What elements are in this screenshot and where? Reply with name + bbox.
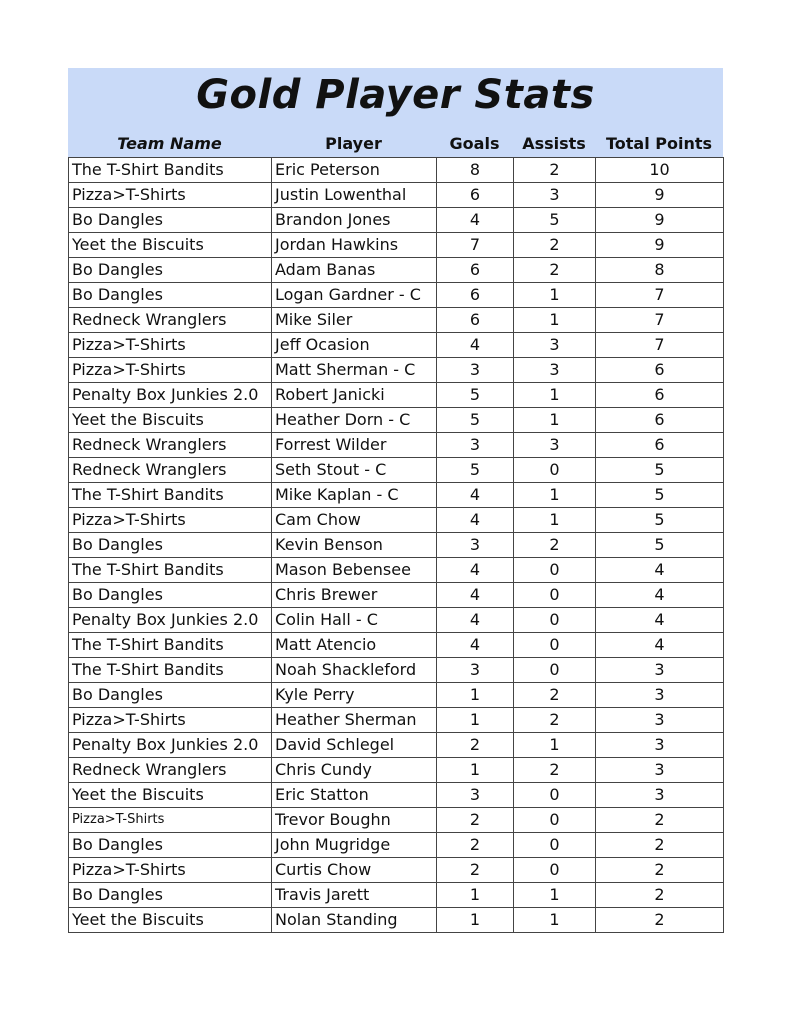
cell-goals: 6 xyxy=(437,283,514,308)
cell-player: Kevin Benson xyxy=(272,533,437,558)
column-header-total-points: Total Points xyxy=(605,134,713,153)
cell-assists: 0 xyxy=(514,783,596,808)
table-row xyxy=(69,683,724,708)
cell-player: Mason Bebensee xyxy=(272,558,437,583)
cell-team: Yeet the Biscuits xyxy=(69,408,272,433)
table-row xyxy=(69,458,724,483)
cell-player: Jeff Ocasion xyxy=(272,333,437,358)
cell-total-points: 5 xyxy=(596,533,724,558)
cell-assists: 1 xyxy=(514,483,596,508)
table-row xyxy=(69,908,724,933)
table-row xyxy=(69,308,724,333)
cell-player: Adam Banas xyxy=(272,258,437,283)
cell-assists: 2 xyxy=(514,708,596,733)
cell-goals: 3 xyxy=(437,358,514,383)
table-row xyxy=(69,758,724,783)
cell-total-points: 9 xyxy=(596,183,724,208)
cell-total-points: 9 xyxy=(596,208,724,233)
cell-total-points: 6 xyxy=(596,408,724,433)
cell-team: The T-Shirt Bandits xyxy=(69,158,272,183)
cell-team: Yeet the Biscuits xyxy=(69,783,272,808)
cell-goals: 2 xyxy=(437,858,514,883)
table-row xyxy=(69,783,724,808)
cell-player: Heather Dorn - C xyxy=(272,408,437,433)
cell-total-points: 4 xyxy=(596,633,724,658)
cell-goals: 4 xyxy=(437,508,514,533)
cell-team: Redneck Wranglers xyxy=(69,458,272,483)
cell-goals: 7 xyxy=(437,233,514,258)
cell-total-points: 7 xyxy=(596,283,724,308)
cell-assists: 1 xyxy=(514,308,596,333)
table-row xyxy=(69,158,724,183)
cell-total-points: 4 xyxy=(596,558,724,583)
cell-team: Redneck Wranglers xyxy=(69,433,272,458)
cell-player: Brandon Jones xyxy=(272,208,437,233)
player-stats-table xyxy=(68,157,724,933)
cell-total-points: 2 xyxy=(596,808,724,833)
cell-player: Chris Brewer xyxy=(272,583,437,608)
table-row xyxy=(69,583,724,608)
cell-player: Chris Cundy xyxy=(272,758,437,783)
cell-total-points: 2 xyxy=(596,833,724,858)
cell-goals: 3 xyxy=(437,658,514,683)
cell-goals: 3 xyxy=(437,533,514,558)
cell-goals: 1 xyxy=(437,708,514,733)
cell-goals: 5 xyxy=(437,458,514,483)
cell-player: Robert Janicki xyxy=(272,383,437,408)
cell-assists: 0 xyxy=(514,583,596,608)
cell-total-points: 4 xyxy=(596,583,724,608)
cell-goals: 4 xyxy=(437,483,514,508)
table-row xyxy=(69,208,724,233)
cell-assists: 0 xyxy=(514,458,596,483)
cell-assists: 2 xyxy=(514,533,596,558)
cell-player: John Mugridge xyxy=(272,833,437,858)
table-row xyxy=(69,383,724,408)
table-row xyxy=(69,533,724,558)
cell-goals: 4 xyxy=(437,333,514,358)
cell-assists: 1 xyxy=(514,283,596,308)
cell-assists: 1 xyxy=(514,508,596,533)
cell-total-points: 2 xyxy=(596,908,724,933)
cell-assists: 1 xyxy=(514,383,596,408)
cell-goals: 1 xyxy=(437,758,514,783)
cell-goals: 1 xyxy=(437,908,514,933)
cell-assists: 1 xyxy=(514,408,596,433)
cell-assists: 1 xyxy=(514,908,596,933)
cell-total-points: 4 xyxy=(596,608,724,633)
table-row xyxy=(69,183,724,208)
cell-player: Kyle Perry xyxy=(272,683,437,708)
cell-team: Pizza>T-Shirts xyxy=(69,708,272,733)
cell-player: Eric Statton xyxy=(272,783,437,808)
cell-goals: 1 xyxy=(437,683,514,708)
cell-assists: 0 xyxy=(514,858,596,883)
table-row xyxy=(69,233,724,258)
cell-goals: 6 xyxy=(437,258,514,283)
cell-goals: 5 xyxy=(437,383,514,408)
cell-team: Penalty Box Junkies 2.0 xyxy=(69,383,272,408)
cell-team: Redneck Wranglers xyxy=(69,308,272,333)
cell-team: Pizza>T-Shirts xyxy=(69,183,272,208)
cell-player: Cam Chow xyxy=(272,508,437,533)
cell-goals: 4 xyxy=(437,608,514,633)
cell-total-points: 9 xyxy=(596,233,724,258)
cell-assists: 3 xyxy=(514,333,596,358)
cell-player: Nolan Standing xyxy=(272,908,437,933)
table-row xyxy=(69,483,724,508)
cell-goals: 4 xyxy=(437,558,514,583)
cell-team: Bo Dangles xyxy=(69,283,272,308)
cell-goals: 4 xyxy=(437,633,514,658)
cell-total-points: 2 xyxy=(596,883,724,908)
cell-total-points: 3 xyxy=(596,658,724,683)
cell-team: Bo Dangles xyxy=(69,883,272,908)
cell-player: Matt Sherman - C xyxy=(272,358,437,383)
cell-total-points: 8 xyxy=(596,258,724,283)
cell-player: Colin Hall - C xyxy=(272,608,437,633)
cell-team: The T-Shirt Bandits xyxy=(69,558,272,583)
cell-goals: 4 xyxy=(437,583,514,608)
cell-total-points: 3 xyxy=(596,758,724,783)
cell-goals: 1 xyxy=(437,883,514,908)
table-row xyxy=(69,358,724,383)
cell-player: David Schlegel xyxy=(272,733,437,758)
cell-team: The T-Shirt Bandits xyxy=(69,483,272,508)
cell-total-points: 6 xyxy=(596,433,724,458)
cell-total-points: 2 xyxy=(596,858,724,883)
cell-assists: 2 xyxy=(514,758,596,783)
cell-total-points: 10 xyxy=(596,158,724,183)
column-header-goals: Goals xyxy=(449,134,500,153)
cell-player: Matt Atencio xyxy=(272,633,437,658)
cell-goals: 2 xyxy=(437,833,514,858)
cell-goals: 3 xyxy=(437,433,514,458)
table-row xyxy=(69,808,724,833)
cell-player: Jordan Hawkins xyxy=(272,233,437,258)
cell-team: Bo Dangles xyxy=(69,258,272,283)
cell-total-points: 7 xyxy=(596,333,724,358)
table-row xyxy=(69,558,724,583)
cell-total-points: 5 xyxy=(596,458,724,483)
cell-player: Noah Shackleford xyxy=(272,658,437,683)
table-row xyxy=(69,633,724,658)
cell-assists: 0 xyxy=(514,833,596,858)
cell-total-points: 6 xyxy=(596,358,724,383)
cell-team: Yeet the Biscuits xyxy=(69,908,272,933)
cell-goals: 2 xyxy=(437,733,514,758)
cell-goals: 4 xyxy=(437,208,514,233)
cell-team: Penalty Box Junkies 2.0 xyxy=(69,733,272,758)
table-row xyxy=(69,433,724,458)
cell-player: Heather Sherman xyxy=(272,708,437,733)
column-header-player: Player xyxy=(325,134,382,153)
cell-goals: 2 xyxy=(437,808,514,833)
cell-player: Travis Jarett xyxy=(272,883,437,908)
table-row xyxy=(69,333,724,358)
table-row xyxy=(69,708,724,733)
cell-team: Penalty Box Junkies 2.0 xyxy=(69,608,272,633)
cell-assists: 0 xyxy=(514,808,596,833)
cell-player: Mike Siler xyxy=(272,308,437,333)
table-row xyxy=(69,283,724,308)
table-row xyxy=(69,258,724,283)
table-row xyxy=(69,608,724,633)
cell-player: Logan Gardner - C xyxy=(272,283,437,308)
cell-team: Bo Dangles xyxy=(69,583,272,608)
cell-goals: 3 xyxy=(437,783,514,808)
cell-player: Forrest Wilder xyxy=(272,433,437,458)
cell-assists: 3 xyxy=(514,183,596,208)
table-row xyxy=(69,733,724,758)
cell-total-points: 3 xyxy=(596,708,724,733)
cell-goals: 6 xyxy=(437,183,514,208)
cell-team: The T-Shirt Bandits xyxy=(69,658,272,683)
cell-goals: 5 xyxy=(437,408,514,433)
cell-team: Pizza>T-Shirts xyxy=(69,858,272,883)
cell-player: Seth Stout - C xyxy=(272,458,437,483)
table-row xyxy=(69,658,724,683)
cell-player: Trevor Boughn xyxy=(272,808,437,833)
cell-team: The T-Shirt Bandits xyxy=(69,633,272,658)
stats-sheet xyxy=(68,68,723,933)
page-title: Gold Player Stats xyxy=(196,72,595,118)
table-row xyxy=(69,858,724,883)
table-body xyxy=(69,158,724,933)
cell-assists: 0 xyxy=(514,558,596,583)
cell-assists: 0 xyxy=(514,608,596,633)
table-row xyxy=(69,833,724,858)
header-band xyxy=(68,68,723,157)
cell-assists: 3 xyxy=(514,433,596,458)
table-row xyxy=(69,508,724,533)
cell-goals: 8 xyxy=(437,158,514,183)
cell-player: Mike Kaplan - C xyxy=(272,483,437,508)
cell-assists: 1 xyxy=(514,733,596,758)
cell-team: Yeet the Biscuits xyxy=(69,233,272,258)
cell-team: Bo Dangles xyxy=(69,208,272,233)
cell-team: Redneck Wranglers xyxy=(69,758,272,783)
cell-assists: 2 xyxy=(514,683,596,708)
cell-player: Curtis Chow xyxy=(272,858,437,883)
cell-assists: 1 xyxy=(514,883,596,908)
table-row xyxy=(69,883,724,908)
cell-total-points: 7 xyxy=(596,308,724,333)
cell-total-points: 3 xyxy=(596,733,724,758)
cell-team: Pizza>T-Shirts xyxy=(69,808,272,833)
cell-total-points: 5 xyxy=(596,483,724,508)
cell-player: Justin Lowenthal xyxy=(272,183,437,208)
cell-assists: 2 xyxy=(514,158,596,183)
cell-total-points: 5 xyxy=(596,508,724,533)
column-header-assists: Assists xyxy=(522,134,586,153)
cell-total-points: 3 xyxy=(596,783,724,808)
cell-assists: 0 xyxy=(514,633,596,658)
cell-assists: 3 xyxy=(514,358,596,383)
cell-assists: 2 xyxy=(514,233,596,258)
cell-player: Eric Peterson xyxy=(272,158,437,183)
cell-team: Bo Dangles xyxy=(69,683,272,708)
cell-team: Bo Dangles xyxy=(69,533,272,558)
cell-total-points: 3 xyxy=(596,683,724,708)
cell-team: Pizza>T-Shirts xyxy=(69,508,272,533)
cell-assists: 5 xyxy=(514,208,596,233)
cell-total-points: 6 xyxy=(596,383,724,408)
cell-team: Pizza>T-Shirts xyxy=(69,333,272,358)
cell-goals: 6 xyxy=(437,308,514,333)
column-header-team: Team Name xyxy=(117,134,222,153)
cell-team: Bo Dangles xyxy=(69,833,272,858)
cell-team: Pizza>T-Shirts xyxy=(69,358,272,383)
cell-assists: 2 xyxy=(514,258,596,283)
table-row xyxy=(69,408,724,433)
cell-assists: 0 xyxy=(514,658,596,683)
